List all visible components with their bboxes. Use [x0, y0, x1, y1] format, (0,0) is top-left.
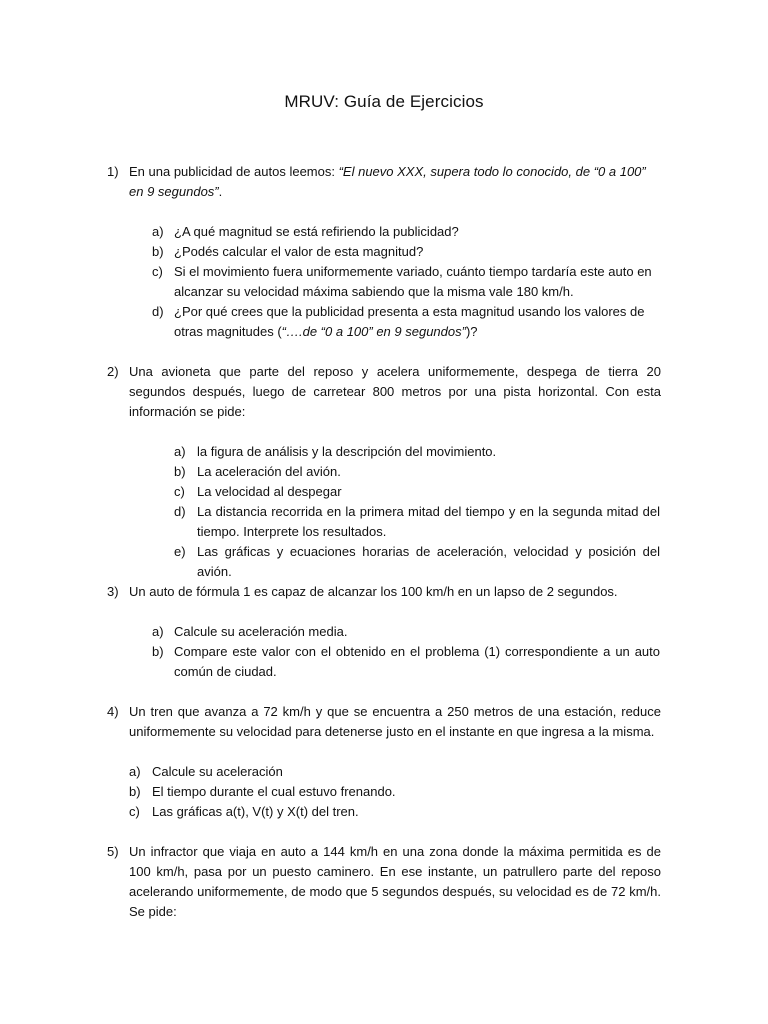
subitem-text: la figura de análisis y la descripción del movimiento. [197, 444, 497, 459]
question-text: Una avioneta que parte del reposo y acelera uniformemente, despega de tierra 20 segundos después, luego de carretear 800 metros por una pista horizontal. Con esta información se pide: [129, 364, 661, 419]
subitem-1b [0, 242, 664, 262]
subitem-2a [0, 442, 660, 462]
subitem-2c [0, 482, 660, 502]
subitem-letter: a) [129, 764, 141, 779]
subitem-letter: c) [152, 264, 163, 279]
question-3-subitems [0, 622, 768, 682]
subitem-letter: b) [129, 784, 141, 799]
subitem-2b [0, 462, 660, 482]
question-text-tail: . [218, 184, 223, 199]
subitem-text: Las gráficas a(t), V(t) y X(t) del tren. [152, 804, 359, 819]
question-text: Un tren que avanza a 72 km/h y que se encuentra a 250 metros de una estación, reduce uniformemente su velocidad para detenerse justo en el instante en que ingresa a la misma. [129, 704, 661, 739]
subitem-text: ¿Podés calcular el valor de esta magnitud? [174, 244, 424, 259]
question-number: 3) [107, 584, 119, 599]
subitem-4b [0, 782, 660, 802]
subitem-text-tail: )? [465, 324, 478, 339]
subitem-1d [0, 302, 664, 342]
subitem-1a [0, 222, 664, 242]
question-1 [0, 162, 768, 202]
question-4-subitems [0, 762, 768, 822]
subitem-letter: b) [152, 644, 164, 659]
question-text: Un auto de fórmula 1 es capaz de alcanzar los 100 km/h en un lapso de 2 segundos. [129, 584, 618, 599]
advertisement-quote: “….de “0 a 100” en 9 segundos” [281, 324, 466, 339]
subitem-letter: d) [174, 504, 186, 519]
subitem-text: Calcule su aceleración media. [174, 624, 348, 639]
subitem-letter: b) [152, 244, 164, 259]
question-text-lead: En una publicidad de autos leemos: [129, 164, 339, 179]
subitem-letter: b) [174, 464, 186, 479]
subitem-letter: c) [129, 804, 140, 819]
question-number: 1) [107, 164, 119, 179]
subitem-text [174, 302, 664, 342]
advertisement-quote: “El nuevo XXX, supera todo lo conocido, de “0 a 100” en 9 segundos” [129, 164, 646, 199]
question-4-statement [0, 702, 661, 742]
question-1-subitems [0, 222, 768, 342]
question-3 [0, 582, 768, 602]
subitem-text: Calcule su aceleración [152, 764, 283, 779]
subitem-text: La aceleración del avión. [197, 464, 341, 479]
subitem-4c [0, 802, 660, 822]
subitem-text: Si el movimiento fuera uniformemente variado, cuánto tiempo tardaría este auto en alcanzar su velocidad máxima sabiendo que la misma vale 180 km/h. [174, 264, 652, 299]
question-5 [0, 842, 768, 922]
subitem-letter: e) [174, 544, 186, 559]
question-text: Un infractor que viaja en auto a 144 km/h en una zona donde la máxima permitida es de 100 km/h, pasa por un puesto caminero. En ese instante, un patrullero parte del reposo acelerando uniformemente, de modo que 5 segundos después, su velocidad es de 72 km/h. Se pide: [129, 844, 661, 919]
subitem-text: El tiempo durante el cual estuvo frenando. [152, 784, 396, 799]
question-2-subitems [0, 442, 768, 582]
subitem-text-lead: ¿Por qué crees que la publicidad presenta a esta magnitud usando los valores de otras magnitudes ( [174, 304, 645, 339]
subitem-3a [0, 622, 660, 642]
question-number: 4) [107, 704, 119, 719]
question-number: 5) [107, 844, 119, 859]
question-4 [0, 702, 768, 742]
question-text [129, 162, 661, 202]
question-1-statement [0, 162, 661, 202]
subitem-letter: c) [174, 484, 185, 499]
subitem-text: La velocidad al despegar [197, 484, 342, 499]
subitem-text: ¿A qué magnitud se está refiriendo la publicidad? [174, 224, 459, 239]
subitem-2d [0, 502, 660, 542]
subitem-text: Compare este valor con el obtenido en el problema (1) correspondiente a un auto común de ciudad. [174, 644, 660, 679]
subitem-letter: a) [152, 224, 164, 239]
subitem-1c [0, 262, 664, 302]
question-2-statement [0, 362, 661, 422]
question-5-statement [0, 842, 661, 922]
subitem-2e [0, 542, 660, 582]
question-2 [0, 362, 768, 422]
page-title: MRUV: Guía de Ejercicios [284, 92, 484, 111]
subitem-letter: a) [174, 444, 186, 459]
subitem-3b [0, 642, 660, 682]
subitem-letter: a) [152, 624, 164, 639]
subitem-text: Las gráficas y ecuaciones horarias de aceleración, velocidad y posición del avión. [197, 544, 660, 579]
question-number: 2) [107, 364, 119, 379]
subitem-letter: d) [152, 304, 164, 319]
subitem-4a [0, 762, 660, 782]
question-3-statement [0, 582, 661, 602]
subitem-text: La distancia recorrida en la primera mitad del tiempo y en la segunda mitad del tiempo. Interprete los resultados. [197, 504, 660, 539]
